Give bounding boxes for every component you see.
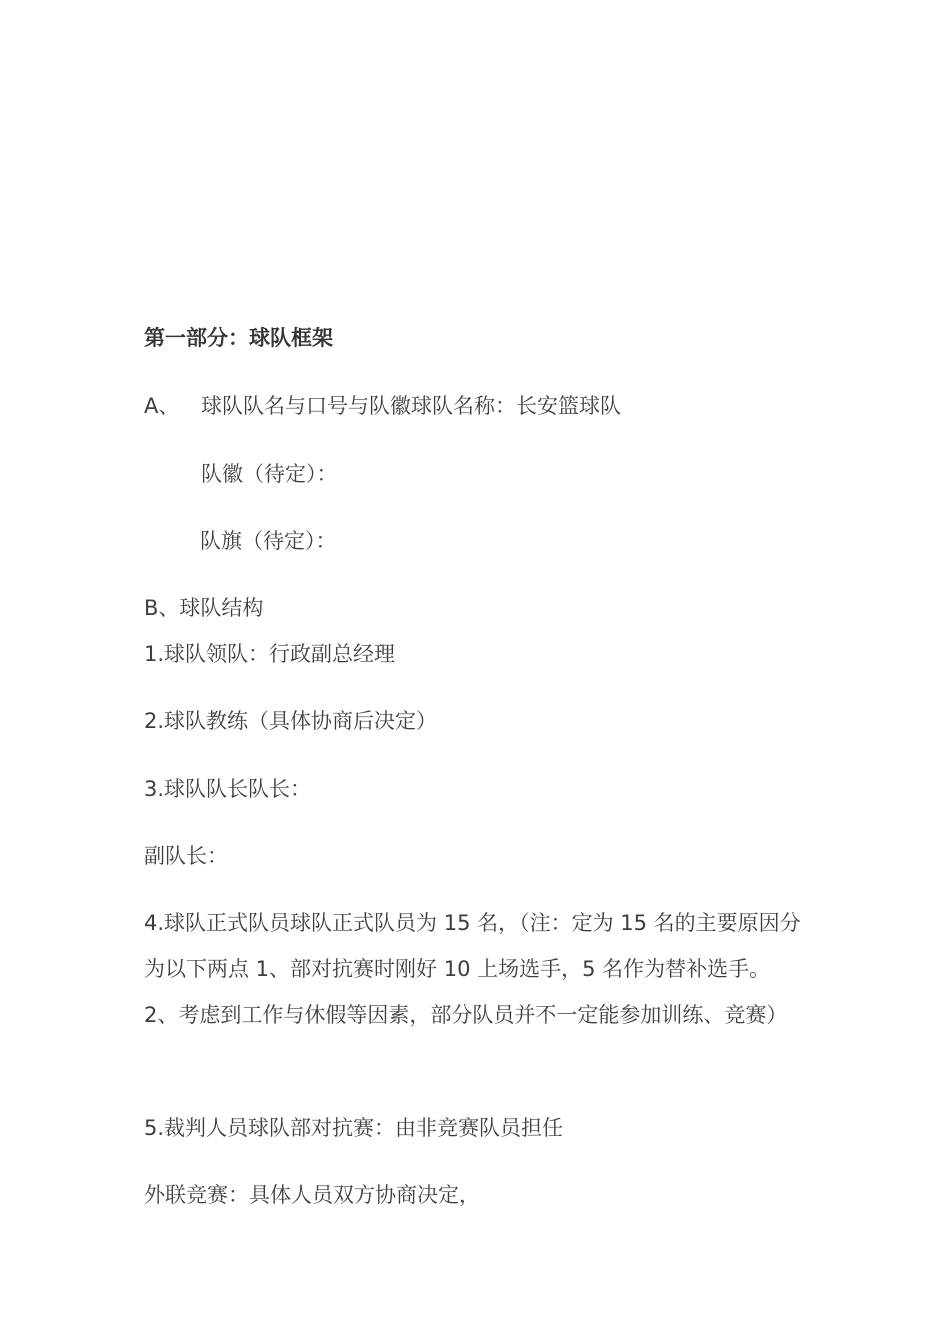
section-b-title: B、球队结构: [144, 596, 264, 620]
item-team-captain: 3.球队队长队长：: [144, 777, 312, 801]
section-a-marker: A、: [144, 394, 180, 418]
item-official-players: 4.球队正式队员球队正式队员为 15 名，（注：定为 15 名的主要原因分为以下两点 1、部对抗赛时刚好 10 上场选手，5 名作为替补选手。2、考虑到工作与休假等因素，部分队员并不一定能参加训练、竞赛）: [144, 911, 801, 1027]
section-heading: 第一部分：球队框架: [144, 326, 333, 350]
item-team-leader: 1.球队领队：行政副总经理: [144, 642, 396, 666]
team-emblem-line: 队徽（待定）：: [201, 462, 338, 486]
item-team-coach: 2.球队教练（具体协商后决定）: [144, 709, 438, 733]
item-external-match: 外联竞赛：具体人员双方协商决定，: [144, 1183, 480, 1207]
team-flag-line: 队旗（待定）：: [200, 529, 337, 553]
section-a-row: [0, 392, 950, 420]
team-name-line: 球队队名与口号与队徽球队名称：长安篮球队: [201, 394, 621, 418]
item-referees: 5.裁判人员球队部对抗赛：由非竞赛队员担任: [144, 1116, 564, 1140]
item-vice-captain: 副队长：: [144, 844, 228, 868]
